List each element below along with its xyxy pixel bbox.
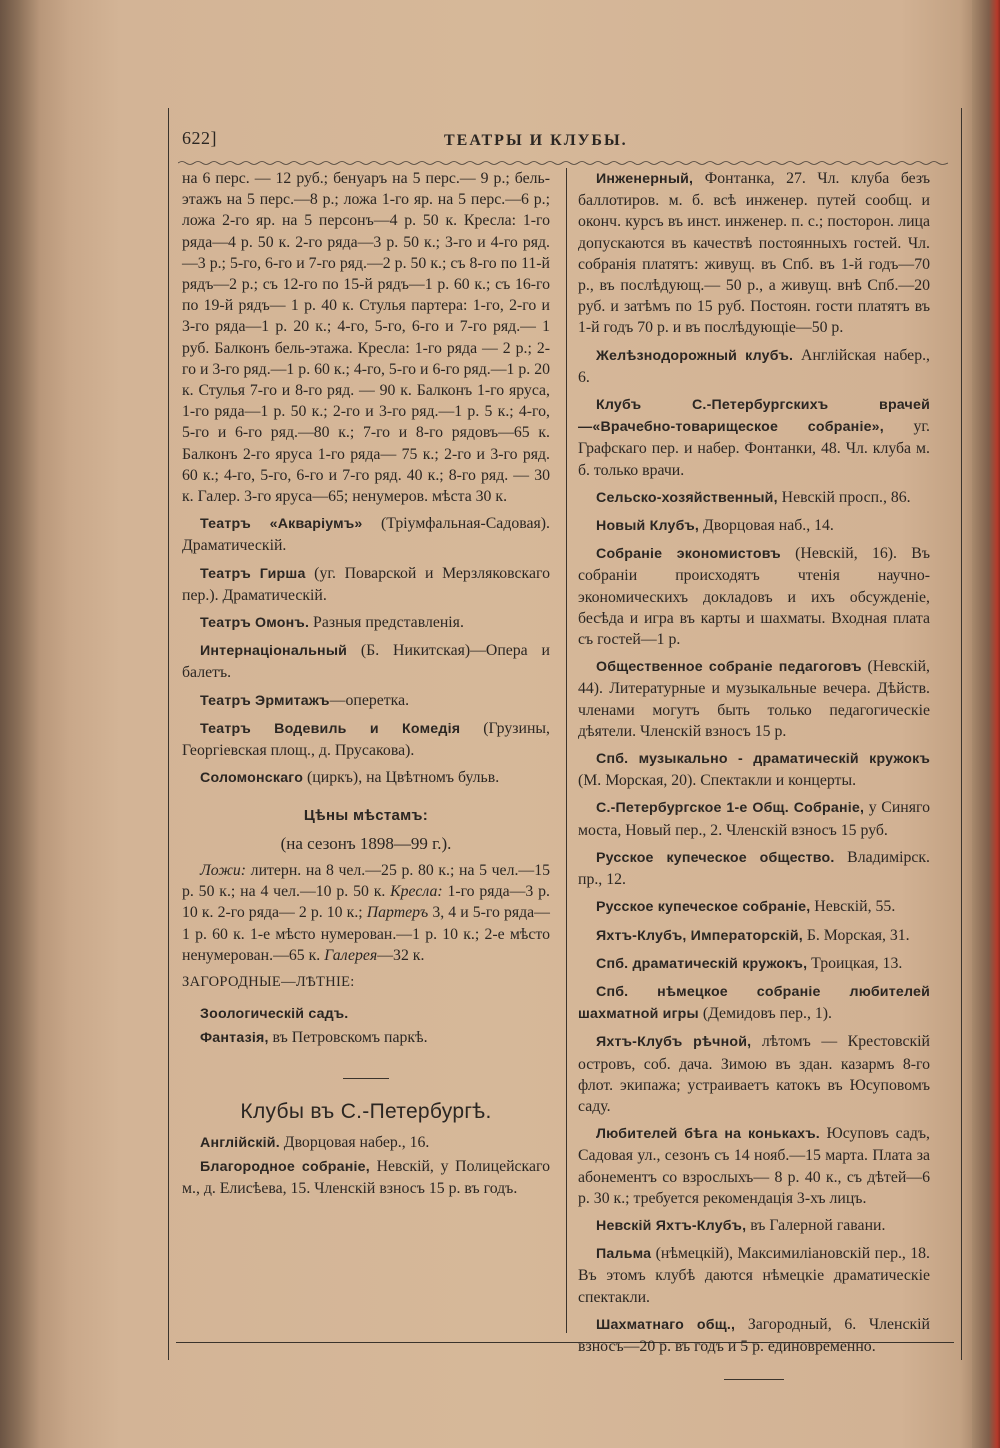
entry-english-club: Англійскій. Дворцовая набер., 16. <box>200 1133 430 1151</box>
prices-heading: Цѣны мѣстамъ: <box>303 807 429 825</box>
entry-theatre-omon: Театръ Омонъ. Разныя представленія. <box>200 614 464 632</box>
entry-chess-society: Шахматнаго общ., Загородный, 6. Членскій взносъ—20 р. въ годъ и 5 р. единовременно. <box>578 1315 930 1355</box>
prices-paragraph: Ложи: литерн. на 8 чел.—25 р. 80 к.; на 5 чел.—15 р. 50 к.; на 4 чел.—10 р. 50 к. Кресла: 1-го ряда—3 р. 10 к. 2-го ряда— 2 р. 10 к.; Партеръ 3, 4 и 5-го ряда—1 р. 60 к. 1-е мѣсто нумерован.—1 р. 10 к.; 2-е мѣсто ненумерован.—65 к. Галерея—32 к. <box>182 861 551 964</box>
entry-noble-assembly: Благородное собраніе, Невскій, у Полицейскаго м., д. Елисѣева, 15. Членскій взносъ 15 р. въ годъ. <box>182 1157 550 1198</box>
entry-merchant-assembly: Русское купеческое собраніе, Невскій, 55. <box>596 898 896 916</box>
entry-economists: Собраніе экономистовъ (Невскій, 16). Въ собраніи происходятъ чтенія научно-экономическихъ докладовъ и ихъ обсужденіе, бесѣда и игра въ карты и шахматы. Входная плата съ гостей—1 р. <box>578 545 930 649</box>
entry-agricultural: Сельско-хозяйственный, Невскій просп., 86. <box>596 488 911 506</box>
entry-skating-lovers: Любителей бѣга на конькахъ. Юсуповъ садъ, Садовая ул., сезонъ съ 14 нояб.—15 марта. Плата за абонементъ со взрослыхъ— 8 р. 40 к., съ дѣтей—6 р. 30 к.; требуется рекомендація 3-хъ лицъ. <box>578 1125 931 1207</box>
entry-international: Интернаціональный (Б. Никитская)—Опера и балетъ. <box>182 642 550 682</box>
entry-drama-circle: Спб. драматическій кружокъ, Троицкая, 13. <box>596 954 903 972</box>
entry-first-assembly: С.-Петербургское 1-е Общ. Собраніе, у Синяго моста, Новый пер., 2. Членскій взносъ 15 руб. <box>578 799 930 839</box>
left-column <box>182 168 550 1205</box>
clubs-heading: Клубы въ С.-Петербургѣ. <box>240 1099 492 1123</box>
entry-fantasia: Фантазія, въ Петровскомъ паркѣ. <box>200 1029 428 1047</box>
entry-river-yacht-club: Яхтъ-Клубъ рѣчной, лѣтомъ — Крестовскій островъ, соб. дача. Зимою въ здан. казармъ 8-го флот. экипажа; устраиваетъ катокъ въ Юсуповомъ саду. <box>578 1033 930 1115</box>
entry-teachers: Общественное собраніе педагоговъ (Невскій, 44). Литературные и музыкальные вечера. Дѣйств. членами могутъ быть только педагогическіе дѣятели. Членскій взносъ 15 р. <box>578 658 930 740</box>
end-divider <box>724 1379 784 1380</box>
page-stack-edge <box>972 0 1000 1448</box>
entry-theatre-aquarium: Театръ «Акваріумъ» (Тріумфальная-Садовая). Драматическій. <box>182 515 550 555</box>
suburban-heading: ЗАГОРОДНЫЕ—ЛѢТНІЕ: <box>182 973 355 990</box>
page-number: 622] <box>182 128 217 148</box>
entry-railway-club: Желѣзнодорожный клубъ. Англійская набер., 6. <box>578 346 930 386</box>
entry-theatre-vaudeville: Театръ Водевиль и Комедія (Грузины, Георгіевская площ., д. Прусакова). <box>182 719 550 760</box>
entry-nevsky-yacht-club: Невскій Яхтъ-Клубъ, въ Галерной гавани. <box>596 1216 886 1234</box>
entry-zoo: Зоологическій садъ. <box>200 1006 349 1023</box>
page-header <box>182 128 942 162</box>
entry-imperial-yacht-club: Яхтъ-Клубъ, Императорскій, Б. Морская, 31. <box>596 926 910 944</box>
entry-palma: Пальма (нѣмецкій), Максимиліановскій пер., 18. Въ этомъ клубѣ даются нѣмецкіе драматическіе спектакли. <box>578 1245 930 1306</box>
entry-theatre-girsh: Театръ Гирша (уг. Поварской и Мерзляковскаго пер.). Драматическій. <box>182 564 550 604</box>
entry-new-club: Новый Клубъ, Дворцовая наб., 14. <box>596 517 834 535</box>
season-line: (на сезонъ 1898—99 г.). <box>280 833 452 853</box>
column-divider <box>566 168 567 1333</box>
entry-music-drama-circle: Спб. музыкально - драматическій кружокъ (М. Морская, 20). Спектакли и концерты. <box>578 751 930 790</box>
section-divider <box>343 1078 389 1079</box>
prices-continuation: на 6 перс. — 12 руб.; бенуаръ на 5 перс.— 9 р.; бель-этажъ на 5 перс.—8 р.; ложа 1-го яр. на 5 перс.—6 р.; ложа 2-го яр. на 5 персонъ—4 р. 50 к. Кресла: 1-го ряда—4 р. 50 к. 2-го ряда—3 р. 50 к.; 3-го и 4-го ряд.—3 р.; 5-го, 6-го и 7-го ряд.—2 р. 50 к.; съ 8-го по 11-й рядъ—2 р.; съ 12-го по 15-й рядъ—1 р. 60 к.; съ 16-го по 19-й рядъ— 1 р. 40 к. Стулья партера: 1-го, 2-го и 3-го ряда—1 р. 20 к.; 4-го, 5-го, 6-го и 7-го ряд.— 1 руб. Балконъ бель-этажа. Кресла: 1-го ряда — 2 р.; 2-го и 3-го ряд.—1 р. 60 к.; 4-го, 5-го и 6-го ряд.—1 р. 20 к. Стулья 7-го и 8-го ряд. — 90 к. Балконъ 1-го яруса, 1-го ряда—1 р. 50 к.; 2-го и 3-го ряд.—1 р. 5 к.; 4-го, 5-го и 6-го ряд.—80 к.; 7-го и 8-го рядовъ—65 к. Балконъ 2-го яруса 1-го ряда— 75 к.; 2-го и 3-го ряд. 60 к.; 4-го, 5-го, 6-го и 7-го ряд. 40 к.; 8-го ряд. — 30 к. Галер. 3-го яруса—65; ненумеров. мѣста 30 к. <box>182 170 550 506</box>
header-wavy-rule <box>178 160 948 166</box>
entry-theatre-hermitage: Театръ Эрмитажъ—оперетка. <box>200 691 410 709</box>
entry-doctors-club: Клубъ С.-Петербургскихъ врачей—«Врачебно-товарищеское собраніе», уг. Графскаго пер. и набер. Фонтанки, 48. Чл. клуба м. б. только врачи. <box>578 397 930 479</box>
page-title: ТЕАТРЫ И КЛУБЫ. <box>444 132 628 149</box>
entry-solomonsky-circus: Соломонскаго (циркъ), на Цвѣтномъ бульв. <box>200 769 500 787</box>
entry-german-chess: Спб. нѣмецкое собраніе любителей шахматной игры (Демидовъ пер., 1). <box>578 983 930 1023</box>
entry-engineering: Инженерный, Фонтанка, 27. Чл. клуба безъ баллотиров. м. б. всѣ инженер. путей сообщ. и оконч. курсъ въ инст. инженер. п. с.; посторон. лица допускаются въ качествѣ постоянныхъ гостей. Чл. собранія платятъ: живущ. въ Спб. въ 1-й годъ—70 р., въ послѣдующ.— 50 р., а живущ. внѣ Спб.—20 руб. и затѣмъ по 15 руб. Постоян. гости платятъ въ 1-й годъ 70 р. и въ послѣдующіе—50 р. <box>578 170 930 337</box>
entry-merchant-society: Русское купеческое общество. Владимірск. пр., 12. <box>578 848 930 889</box>
right-column <box>578 168 930 1380</box>
